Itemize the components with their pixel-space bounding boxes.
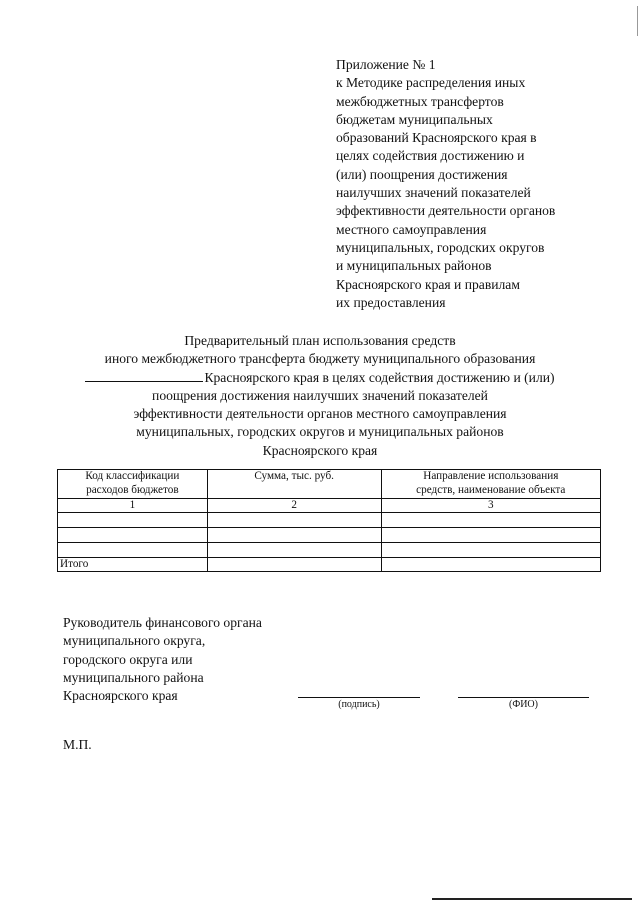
appendix-block — [336, 56, 636, 312]
table-cell[interactable] — [58, 528, 208, 543]
table-cell[interactable] — [207, 513, 381, 528]
header-purpose — [381, 470, 600, 499]
scan-edge-mark — [432, 898, 632, 900]
table-cell[interactable] — [58, 513, 208, 528]
title-line: эффективности деятельности органов местного самоуправления — [133, 406, 507, 422]
title-line: Предварительный план использования средств — [184, 333, 456, 348]
appendix-line: местного самоуправления — [336, 221, 487, 237]
title-line: Красноярского края в целях содействия достижению и (или) — [204, 369, 555, 385]
table-header-row — [58, 470, 601, 499]
name-line[interactable] — [458, 697, 589, 698]
appendix-line: к Методике распределения иных — [336, 75, 526, 91]
header-budget-code — [58, 470, 208, 499]
scan-edge-mark — [637, 6, 638, 36]
appendix-line: целях содействия достижению и — [336, 148, 525, 164]
title-line-with-blank — [40, 369, 600, 387]
column-number: 3 — [381, 499, 600, 513]
appendix-line: и муниципальных районов — [336, 258, 492, 274]
appendix-line: наилучших значений показателей — [336, 185, 531, 201]
municipality-blank-field[interactable] — [85, 369, 203, 382]
table-cell[interactable] — [381, 513, 600, 528]
table-cell[interactable] — [207, 543, 381, 558]
column-number: 1 — [58, 499, 208, 513]
header-amount — [207, 470, 381, 499]
appendix-line: бюджетам муниципальных — [336, 111, 493, 127]
column-number: 2 — [207, 499, 381, 513]
signer-line: Руководитель финансового органа — [63, 615, 262, 630]
title-line: муниципальных, городских округов и муниципальных районов — [136, 424, 504, 440]
appendix-line: образований Красноярского края в — [336, 130, 537, 146]
signer-line: городского округа или — [63, 651, 193, 667]
table-cell[interactable] — [381, 528, 600, 543]
appendix-line: (или) поощрения достижения — [336, 166, 508, 182]
appendix-line: межбюджетных трансфертов — [336, 93, 504, 109]
title-line: Красноярского края — [262, 442, 378, 458]
budget-plan-table — [57, 469, 601, 572]
table-row — [58, 543, 601, 558]
appendix-line: их предоставления — [336, 294, 446, 310]
table-cell[interactable] — [58, 543, 208, 558]
appendix-line: эффективности деятельности органов — [336, 203, 556, 219]
signer-line: муниципального района — [63, 669, 204, 685]
header-text: средств, наименование объекта — [416, 483, 566, 496]
total-amount-cell[interactable] — [207, 558, 381, 572]
document-title — [40, 332, 600, 460]
signer-line: Красноярского края — [63, 688, 178, 704]
table-row — [58, 513, 601, 528]
signer-line: муниципального округа, — [63, 633, 206, 649]
name-caption: (ФИО) — [508, 699, 538, 710]
header-text: Код классификации — [85, 470, 180, 482]
table-cell[interactable] — [207, 528, 381, 543]
table-cell[interactable] — [381, 543, 600, 558]
signature-caption: (подпись) — [338, 699, 380, 710]
appendix-line: Приложение № 1 — [336, 57, 436, 72]
header-text: расходов бюджетов — [86, 483, 179, 496]
total-label: Итого — [58, 558, 208, 572]
header-text: Направление использования — [423, 470, 559, 482]
title-line: поощрения достижения наилучших значений показателей — [152, 387, 488, 403]
appendix-line: муниципальных, городских округов — [336, 239, 545, 255]
total-row — [58, 558, 601, 572]
column-number-row — [58, 499, 601, 513]
signer-block — [63, 614, 262, 705]
header-text: Сумма, тыс. руб. — [254, 470, 334, 482]
total-purpose-cell[interactable] — [381, 558, 600, 572]
table-row — [58, 528, 601, 543]
signature-line[interactable] — [298, 697, 420, 698]
appendix-line: Красноярского края и правилам — [336, 276, 520, 292]
stamp-placeholder: М.П. — [63, 737, 92, 752]
title-line: иного межбюджетного трансферта бюджету муниципального образования — [104, 351, 536, 367]
